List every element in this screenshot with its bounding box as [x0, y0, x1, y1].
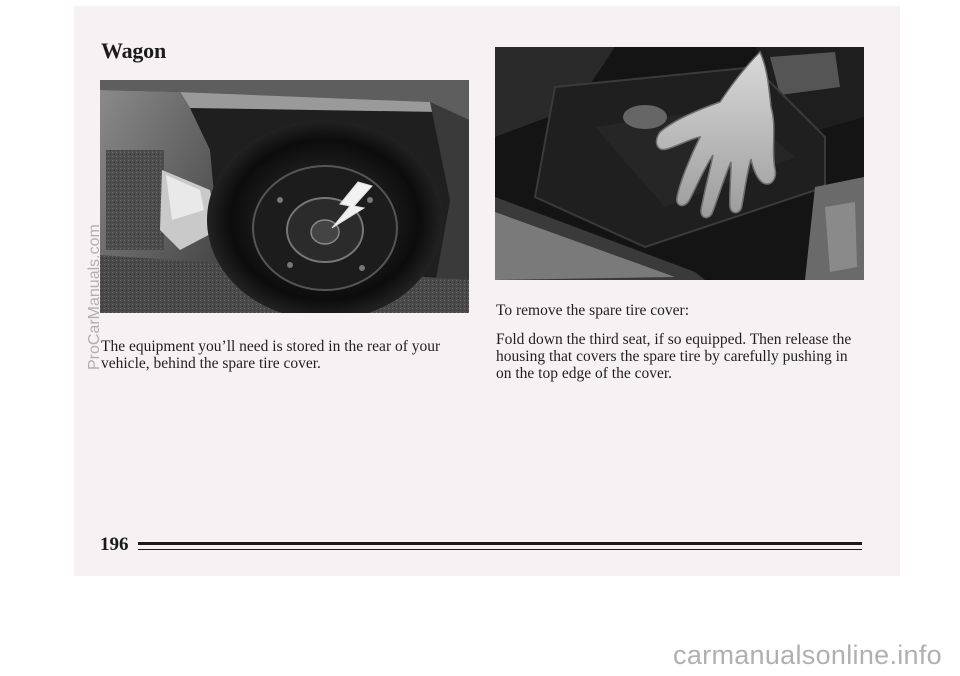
side-watermark-text: ProCarManuals.com	[86, 224, 103, 370]
equipment-location-paragraph: The equipment you’ll need is stored in the rear of your vehicle, behind the spare tire cover.	[101, 338, 441, 372]
spare-tire-image	[100, 80, 469, 313]
remove-cover-instructions: Fold down the third seat, if so equipped. Then release the housing that covers the spare tire by carefully pushing in on the top edge of the cover.	[496, 331, 852, 382]
remove-cover-intro: To remove the spare tire cover:	[496, 302, 690, 319]
section-heading: Wagon	[101, 38, 167, 63]
footer-rule-thin	[138, 549, 862, 550]
footer-rule-thick	[138, 542, 862, 545]
spare-tire-photo	[100, 80, 469, 313]
bottom-watermark[interactable]: carmanualsonline.info	[673, 640, 942, 670]
page-number: 196	[100, 534, 129, 555]
hand-on-cover-image	[495, 47, 864, 280]
hand-on-cover-photo	[495, 47, 864, 280]
